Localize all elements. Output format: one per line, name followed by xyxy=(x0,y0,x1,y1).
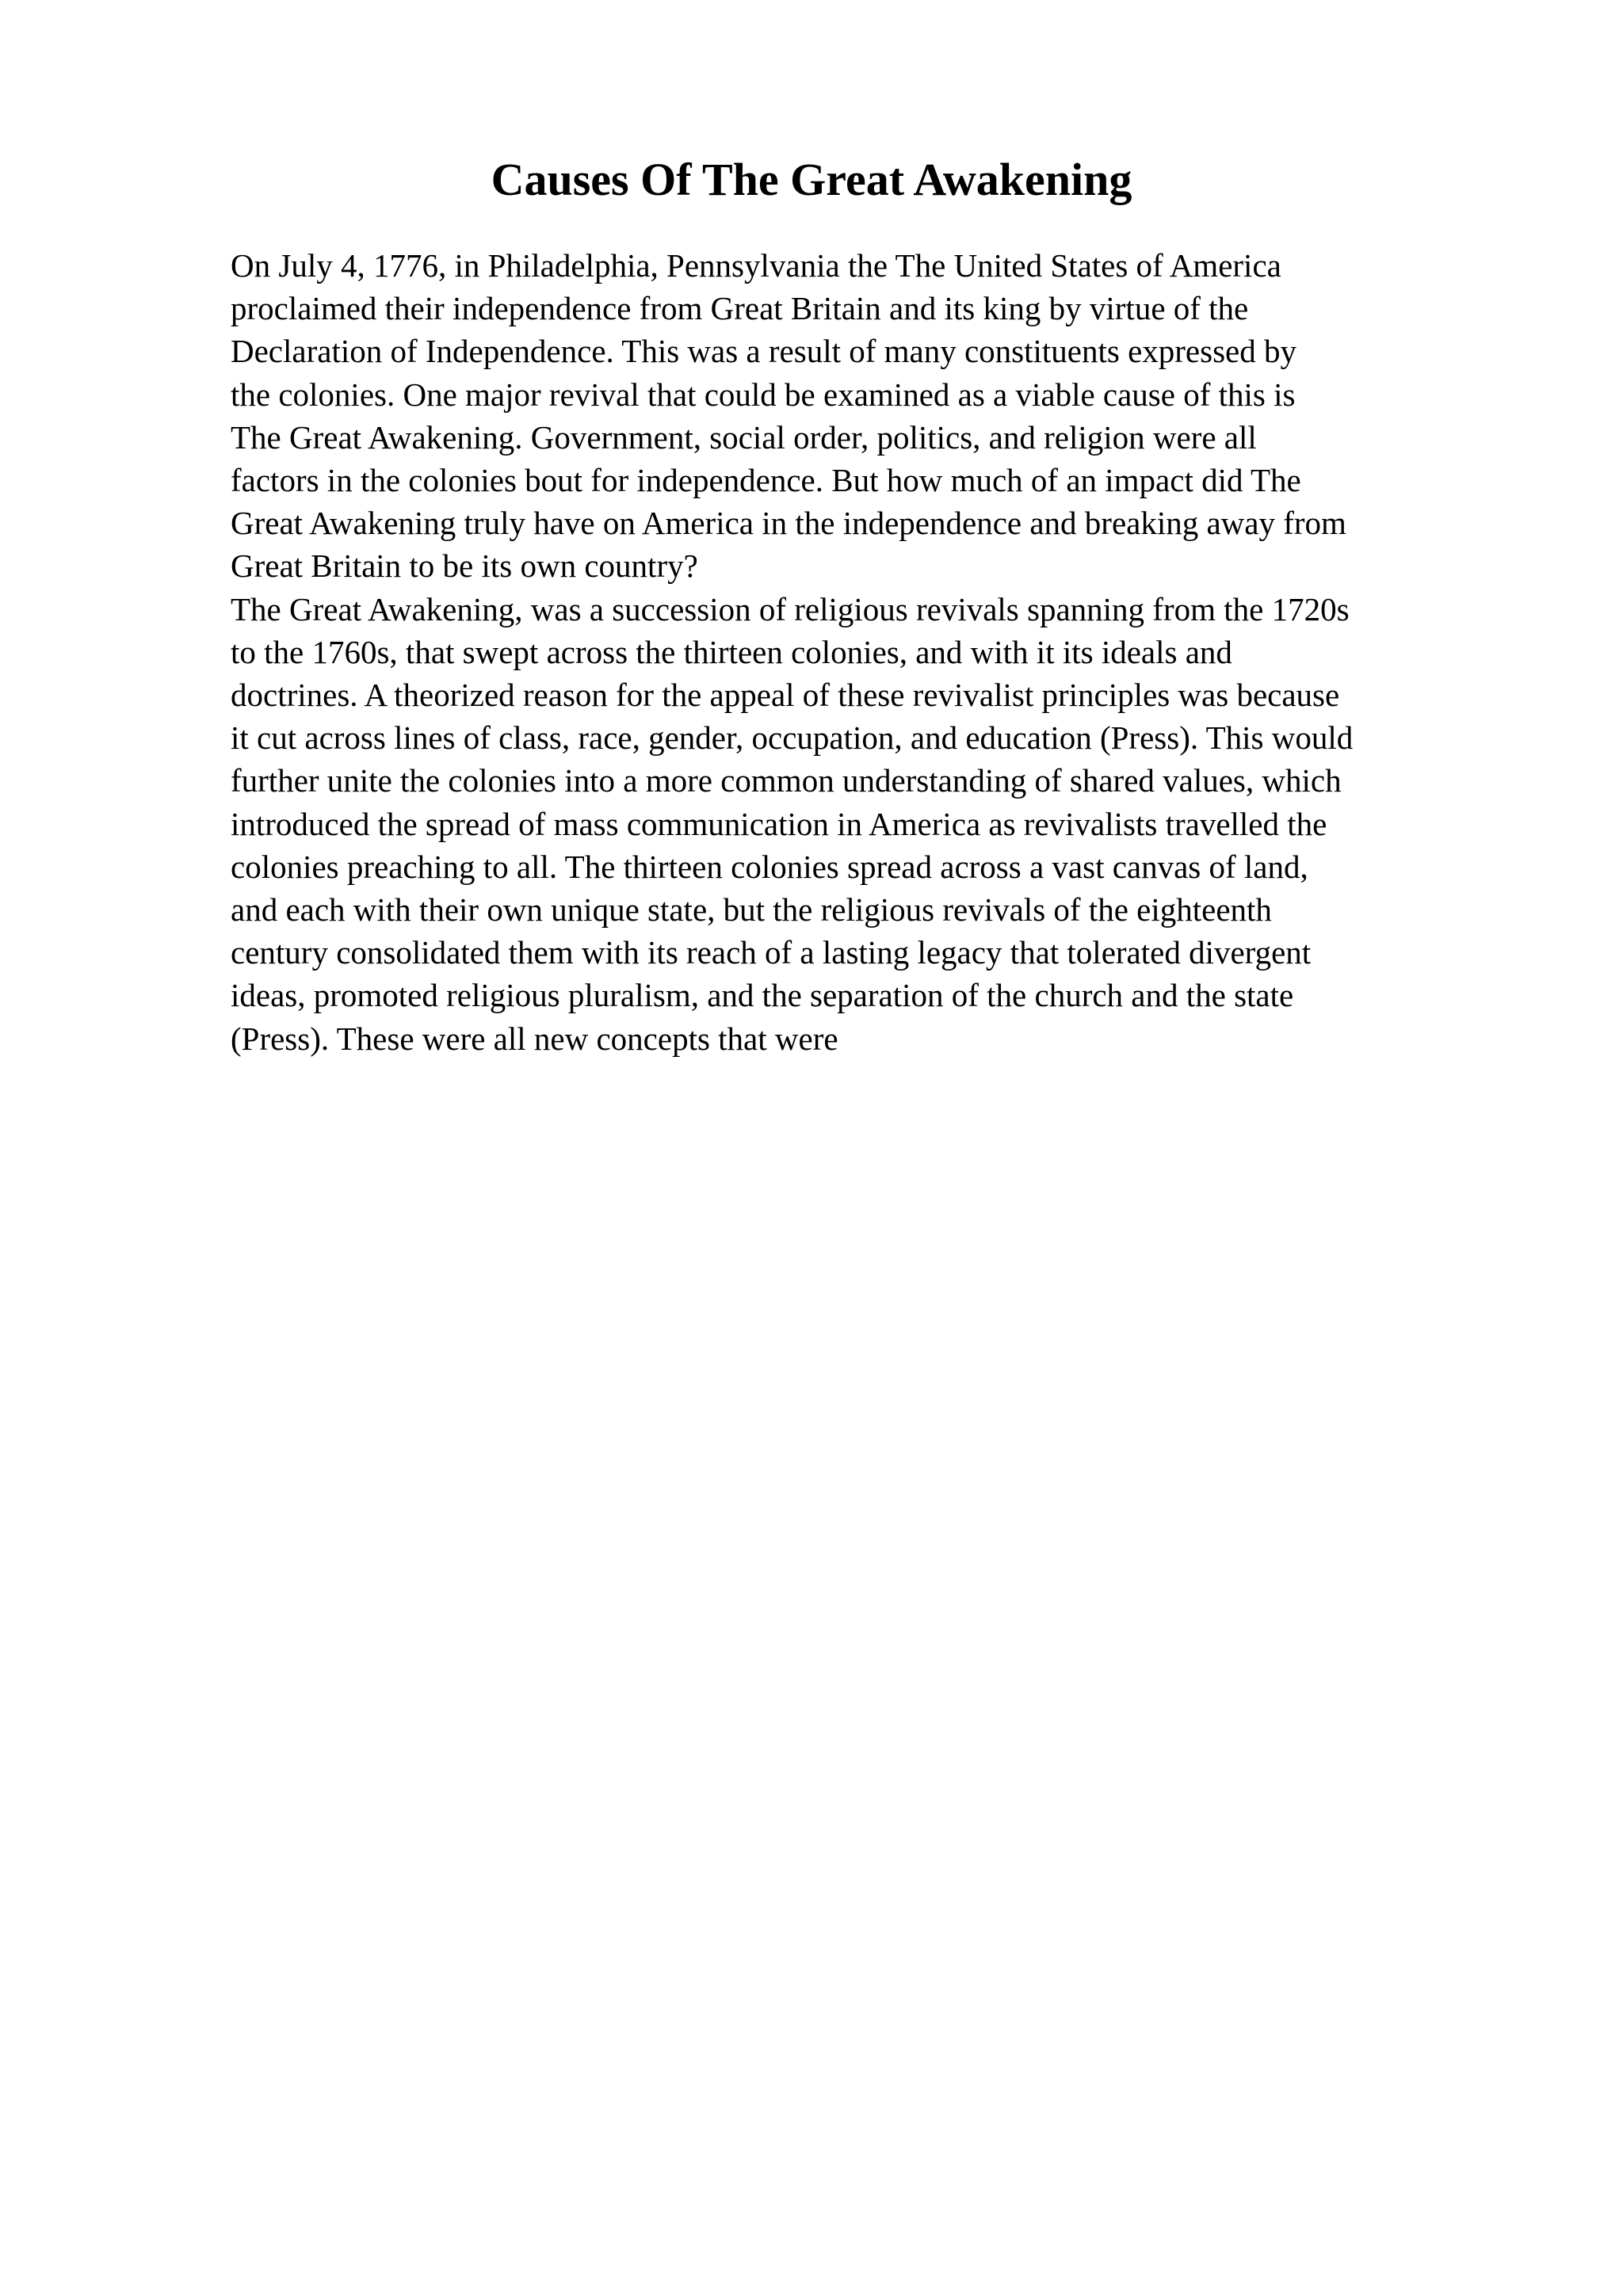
body-line: (Press). These were all new concepts that were xyxy=(231,1020,838,1057)
body-line: Declaration of Independence. This was a result of many constituents expressed by xyxy=(231,333,1296,370)
body-line: century consolidated them with its reach of a lasting legacy that tolerated divergent xyxy=(231,934,1312,971)
body-line: to the 1760s, that swept across the thirteen colonies, and with it its ideals and xyxy=(231,633,1232,670)
body-line: Great Britain to be its own country? xyxy=(231,547,698,585)
body-line: proclaimed their independence from Great Britain and its king by virtue of the xyxy=(231,290,1249,327)
body-line: colonies preaching to all. The thirteen colonies spread across a vast canvas of land, xyxy=(231,848,1308,885)
document-title: Causes Of The Great Awakening xyxy=(491,154,1132,205)
body-line: the colonies. One major revival that could be examined as a viable cause of this is xyxy=(231,376,1296,413)
body-line: further unite the colonies into a more common understanding of shared values, which xyxy=(231,762,1342,799)
body-line: introduced the spread of mass communication in America as revivalists travelled the xyxy=(231,805,1327,842)
body-line: ideas, promoted religious pluralism, and the separation of the church and the state xyxy=(231,977,1294,1014)
body-line: Great Awakening truly have on America in the independence and breaking away from xyxy=(231,505,1346,542)
body-line: The Great Awakening, was a succession of religious revivals spanning from the 1720s xyxy=(231,590,1350,627)
body-line: doctrines. A theorized reason for the appeal of these revivalist principles was because xyxy=(231,677,1340,714)
body-line: The Great Awakening. Government, social order, politics, and religion were all xyxy=(231,418,1257,456)
body-line: factors in the colonies bout for independence. But how much of an impact did The xyxy=(231,462,1301,499)
body-line: and each with their own unique state, but the religious revivals of the eighteenth xyxy=(231,891,1272,929)
body-line: On July 4, 1776, in Philadelphia, Pennsylvania the The United States of America xyxy=(231,247,1281,284)
body-line: it cut across lines of class, race, gender, occupation, and education (Press). This would xyxy=(231,719,1354,757)
document-body xyxy=(231,244,1530,1060)
